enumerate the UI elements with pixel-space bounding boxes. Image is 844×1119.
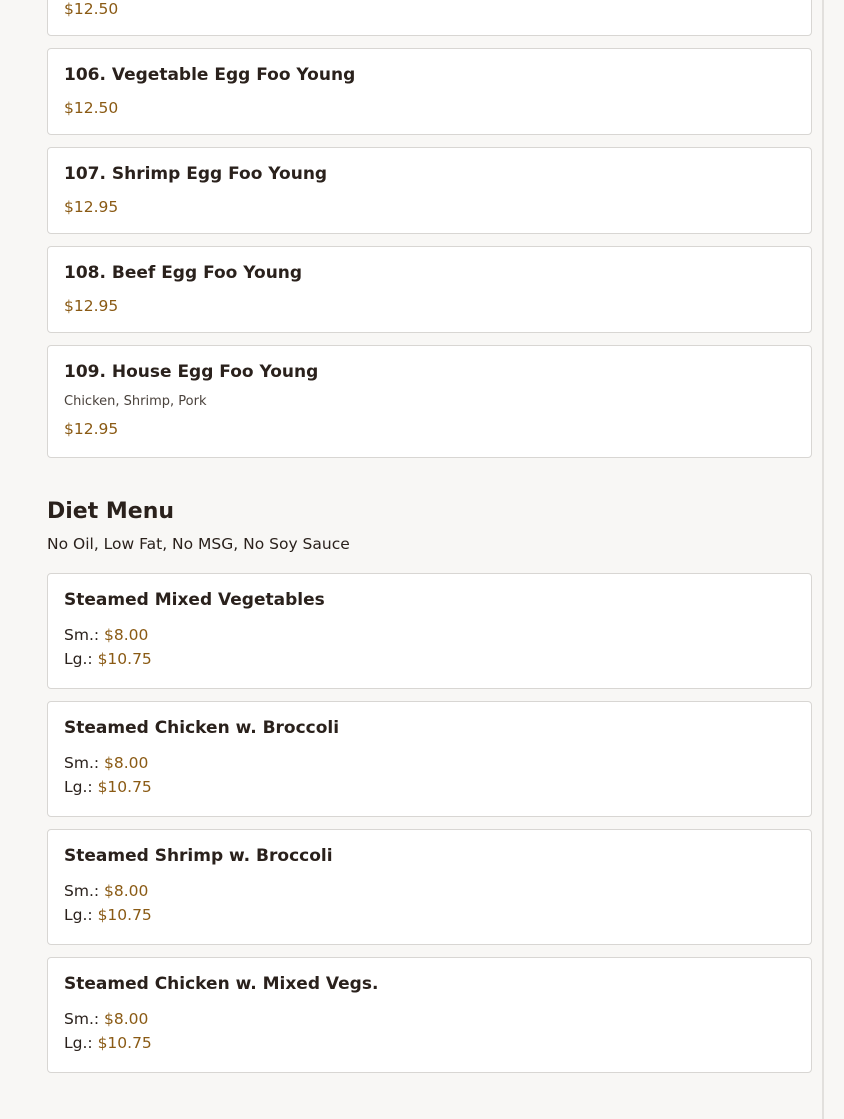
menu-item-card[interactable] — [47, 48, 812, 135]
size-price: $10.75 — [97, 778, 152, 796]
menu-item-card[interactable] — [47, 0, 812, 36]
size-label: Sm.: — [64, 882, 100, 900]
menu-item-title: 109. House Egg Foo Young — [64, 362, 319, 382]
size-row-large — [64, 647, 795, 671]
menu-item-title: Steamed Shrimp w. Broccoli — [64, 846, 333, 866]
menu-item-card[interactable] — [47, 345, 812, 458]
size-row-small — [64, 879, 795, 903]
menu-item-card[interactable] — [47, 573, 812, 689]
menu-item-title: 108. Beef Egg Foo Young — [64, 263, 303, 283]
section-title: Diet Menu — [47, 499, 175, 524]
menu-item-title: Steamed Chicken w. Mixed Vegs. — [64, 974, 379, 994]
menu-item-card[interactable] — [47, 147, 812, 234]
size-price-list — [64, 1007, 795, 1072]
menu-item-price: $12.95 — [64, 198, 119, 216]
size-price: $10.75 — [97, 906, 152, 924]
menu-item-price: $12.95 — [64, 297, 119, 315]
menu-item-card[interactable] — [47, 701, 812, 817]
size-price: $10.75 — [97, 650, 152, 668]
size-price: $8.00 — [104, 626, 149, 644]
size-row-small — [64, 1007, 795, 1031]
size-price: $8.00 — [104, 754, 149, 772]
scrollbar-track — [822, 0, 824, 1119]
size-label: Sm.: — [64, 754, 100, 772]
menu-item-title: 106. Vegetable Egg Foo Young — [64, 65, 356, 85]
size-price: $10.75 — [97, 1034, 152, 1052]
size-price: $8.00 — [104, 882, 149, 900]
size-label: Sm.: — [64, 1010, 100, 1028]
size-row-large — [64, 1031, 795, 1055]
menu-item-description: Chicken, Shrimp, Pork — [64, 394, 207, 409]
size-row-small — [64, 751, 795, 775]
size-price-list — [64, 879, 795, 944]
size-price-list — [64, 623, 795, 688]
menu-item-title: Steamed Chicken w. Broccoli — [64, 718, 340, 738]
section-subtitle: No Oil, Low Fat, No MSG, No Soy Sauce — [47, 535, 350, 553]
menu-item-card[interactable] — [47, 829, 812, 945]
size-row-small — [64, 623, 795, 647]
menu-content — [47, 0, 812, 1085]
size-label: Lg.: — [64, 650, 93, 668]
size-label: Lg.: — [64, 1034, 93, 1052]
menu-item-title: Steamed Mixed Vegetables — [64, 590, 325, 610]
size-price: $8.00 — [104, 1010, 149, 1028]
size-price-list — [64, 751, 795, 816]
menu-item-card[interactable] — [47, 957, 812, 1073]
menu-item-price: $12.50 — [64, 0, 119, 18]
menu-item-price: $12.50 — [64, 99, 119, 117]
size-row-large — [64, 903, 795, 927]
menu-item-card[interactable] — [47, 246, 812, 333]
size-label: Lg.: — [64, 906, 93, 924]
menu-item-price: $12.95 — [64, 420, 119, 438]
size-row-large — [64, 775, 795, 799]
menu-item-title: 107. Shrimp Egg Foo Young — [64, 164, 328, 184]
size-label: Sm.: — [64, 626, 100, 644]
size-label: Lg.: — [64, 778, 93, 796]
